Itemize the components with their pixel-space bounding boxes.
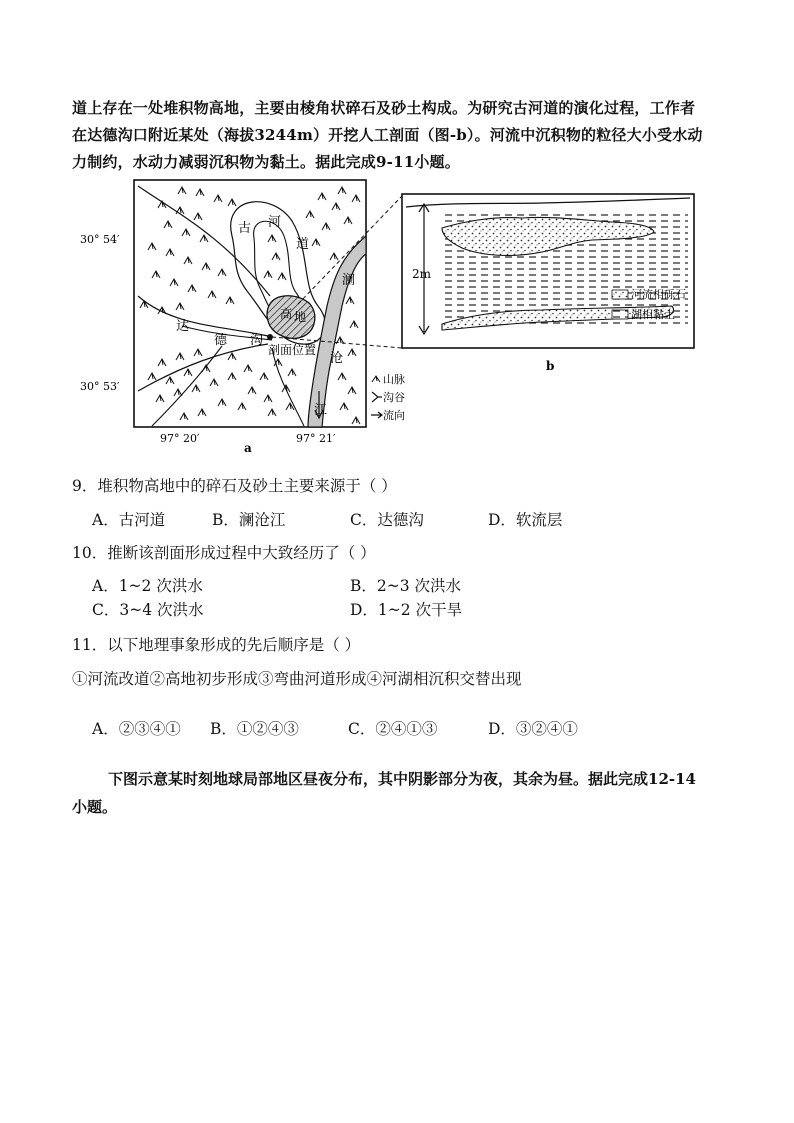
q9-option-b[interactable]: B．澜沧江: [212, 511, 286, 529]
section-b-caption: b: [546, 359, 555, 373]
legend-mountain-icon: [372, 376, 380, 382]
intro-line-1: 道上存在一处堆积物高地，主要由棱角状碎石及砂土构成。为研究古河道的演化过程，工作者: [72, 99, 696, 117]
label-de: 德: [214, 333, 228, 348]
legend-clay-swatch: [612, 310, 628, 319]
q10-option-d[interactable]: D．1~2 次干旱: [350, 601, 463, 619]
q10-option-c[interactable]: C．3~4 次洪水: [92, 601, 204, 619]
q10-option-a[interactable]: A．1~2 次洪水: [92, 577, 203, 595]
lon-label-left: 97° 20′: [160, 432, 200, 445]
question-9-stem: 9．堆积物高地中的碎石及砂土主要来源于（ ）: [72, 477, 397, 495]
figure-map-and-section: [72, 176, 732, 456]
legend-valley-label: 沟谷: [383, 391, 405, 404]
q11-option-d[interactable]: D．③②④①: [488, 720, 578, 738]
map-a: [80, 180, 405, 455]
legend-gravel-label: 河流相砾石: [631, 288, 686, 301]
closing-line-1: 下图示意某时刻地球局部地区昼夜分布，其中阴影部分为夜，其余为昼。据此完成12-14: [108, 770, 696, 788]
intro-line-3: 力制约，水动力减弱沉积物为黏土。据此完成9-11小题。: [72, 153, 460, 171]
legend-mountain-label: 山脉: [383, 373, 405, 386]
label-cang: 沧: [330, 351, 344, 366]
q10-option-b[interactable]: B．2~3 次洪水: [350, 577, 462, 595]
q11-option-c[interactable]: C．②④①③: [348, 720, 438, 738]
question-11-stem: 11．以下地理事象形成的先后顺序是（ ）: [72, 636, 361, 654]
label-gu: 古: [238, 221, 252, 236]
label-dao: 道: [296, 237, 310, 252]
label-gou: 沟: [250, 333, 264, 348]
height-label: 2m: [412, 267, 432, 281]
legend-flow-label: 流向: [383, 409, 405, 422]
legend-gravel-swatch: [612, 290, 628, 299]
map-legend: [371, 373, 405, 422]
label-section: 剖面位置: [268, 343, 317, 357]
closing-paragraph: [72, 765, 732, 821]
label-lan: 澜: [342, 273, 356, 288]
q11-option-b[interactable]: B．①②④③: [210, 720, 299, 738]
lon-label-right: 97° 21′: [296, 432, 336, 445]
question-10-stem: 10．推断该剖面形成过程中大致经历了（ ）: [72, 544, 376, 562]
label-da: 达: [176, 319, 190, 334]
label-gao: 高: [280, 307, 293, 321]
q11-option-a[interactable]: A．②③④①: [92, 720, 181, 738]
question-11-items: ①河流改道②高地初步形成③弯曲河道形成④河湖相沉积交替出现: [72, 670, 522, 688]
label-he: 河: [268, 215, 282, 230]
lat-label-top: 30° 54′: [80, 233, 120, 246]
legend-clay-label: 湖相黏土: [631, 308, 675, 321]
label-di: 地: [294, 310, 307, 324]
section-b: [402, 194, 694, 373]
q9-option-a[interactable]: A．古河道: [92, 511, 166, 529]
intro-paragraph: [72, 95, 732, 176]
legend-flow-icon: [371, 412, 382, 418]
label-jiang: 江: [314, 403, 328, 418]
q9-option-d[interactable]: D．软流层: [488, 511, 563, 529]
q9-option-c[interactable]: C．达德沟: [350, 511, 424, 529]
intro-line-2: 在达德沟口附近某处（海拔3244m）开挖人工剖面（图-b）。河流中沉积物的粒径大小受水动: [72, 126, 703, 144]
legend-valley-icon: [372, 392, 382, 402]
map-a-caption: a: [244, 441, 252, 455]
lat-label-bottom: 30° 53′: [80, 380, 120, 393]
closing-line-2: 小题。: [72, 798, 118, 816]
